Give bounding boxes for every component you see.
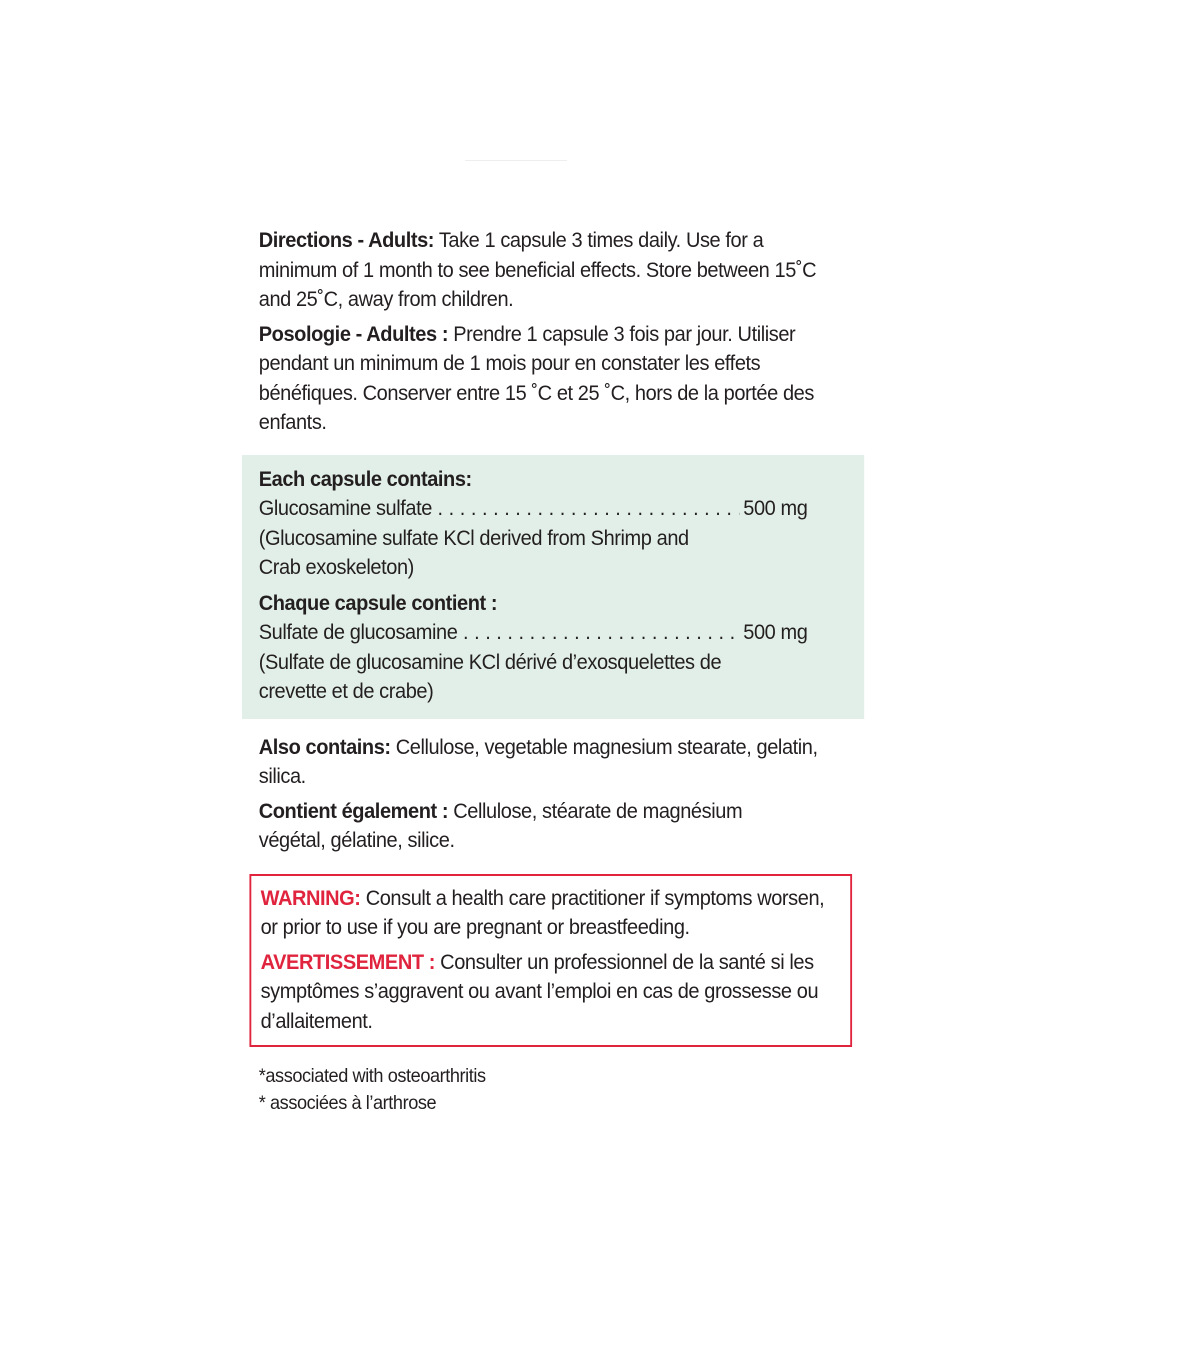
ingredient-en-amount: 500 mg [743,496,808,520]
contents-fr-heading: Chaque capsule contient : [258,590,498,615]
top-divider [465,160,567,161]
directions-fr-label: Posologie - Adultes : [258,321,449,346]
also-contains-fr-label: Contient également : [258,798,449,823]
also-contains-en [259,733,836,792]
ingredient-en-name: Glucosamine sulfate [258,496,432,520]
warning-box [249,874,852,1048]
directions-en [259,226,836,315]
product-label-panel [242,226,825,1117]
ingredient-fr-source-note: (Sulfate de glucosamine KCl dérivé d’exosquelettes de crevette et de crabe) [258,649,722,703]
warning-fr [261,948,838,1037]
ingredient-fr-amount: 500 mg [743,620,808,644]
footnotes [259,1063,810,1117]
directions-fr [259,320,836,438]
warning-fr-text: Consulter un professionnel de la santé si les symptômes s’aggravent ou avant l’emploi en cas de grossesse ou d’allaitement. [260,949,819,1033]
contents-en-heading: Each capsule contains: [258,466,472,491]
ingredient-row-fr [259,618,808,648]
leader-dots [463,618,740,648]
also-contains-en-label: Also contains: [258,734,391,759]
warning-fr-label: AVERTISSEMENT : [260,949,436,974]
medicinal-ingredients-box [242,455,864,719]
leader-dots [438,494,740,524]
ingredient-fr-name: Sulfate de glucosamine [258,620,458,644]
also-contains-fr-text: Cellulose, stéarate de magnésium végétal, gélatine, silice. [258,798,743,852]
ingredient-row-en [259,494,808,524]
directions-fr-text: Prendre 1 capsule 3 fois par jour. Utiliser pendant un minimum de 1 mois pour en constater les effets bénéfiques. Conserver entre 15 ˚C et 25 ˚C, hors de la portée des enfants. [258,321,814,434]
directions-en-label: Directions - Adults: [258,228,435,252]
ingredient-en-source-note: (Glucosamine sulfate KCl derived from Shrimp and Crab exoskeleton) [258,525,689,579]
warning-en [261,884,838,943]
also-contains-en-text: Cellulose, vegetable magnesium stearate, gelatin, silica. [258,734,818,788]
directions-en-text: Take 1 capsule 3 times daily. Use for a minimum of 1 month to see beneficial effects. Store between 15˚C and 25˚C, away from children. [258,228,817,311]
also-contains-fr [259,797,780,856]
warning-en-label: WARNING: [260,885,361,910]
footnote-fr: * associées à l’arthrose [258,1092,437,1114]
warning-en-text: Consult a health care practitioner if symptoms worsen, or prior to use if you are pregnant or breastfeeding. [260,885,825,939]
footnote-en: *associated with osteoarthritis [258,1065,486,1087]
